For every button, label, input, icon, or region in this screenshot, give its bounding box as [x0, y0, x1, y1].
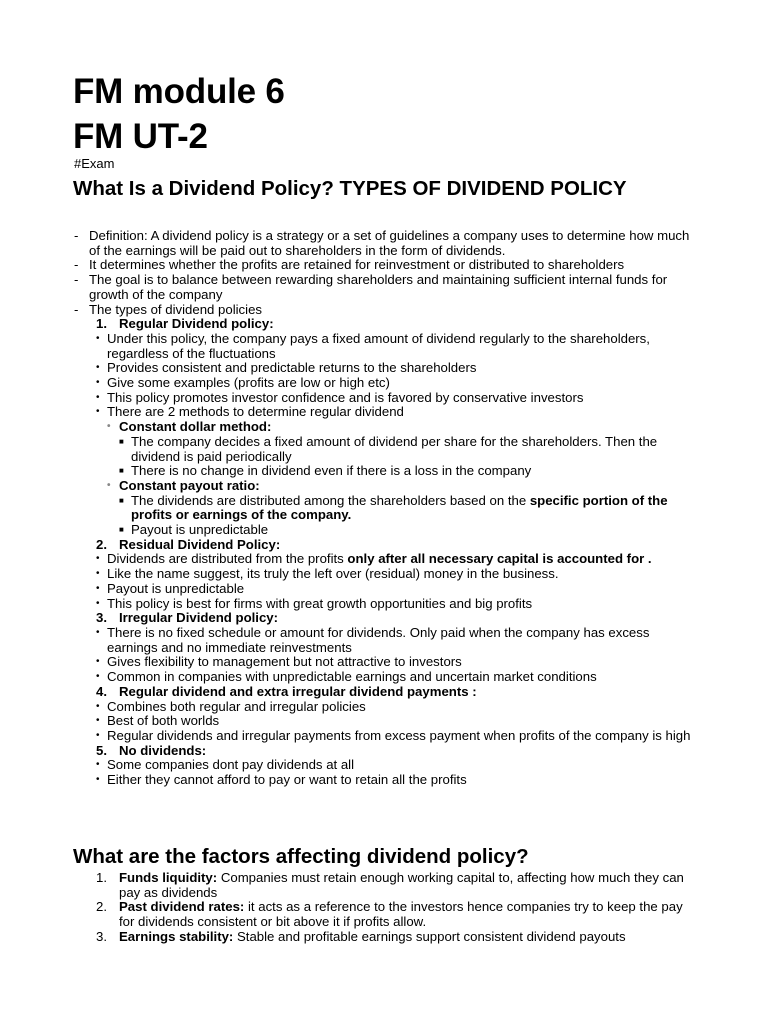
list-item: • There are 2 methods to determine regular dividend [96, 404, 404, 420]
list-item: • Combines both regular and irregular policies [96, 698, 366, 714]
title-ut: FM UT-2 [73, 117, 208, 156]
type-heading: 4. Regular dividend and extra irregular dividend payments : [96, 683, 477, 699]
heading-factors: What are the factors affecting dividend policy? [73, 845, 529, 868]
exam-tag: #Exam [74, 156, 115, 171]
intro-item: - The types of dividend policies [74, 301, 263, 317]
method-heading: • Constant dollar method: [107, 419, 272, 435]
list-item: • Under this policy, the company pays a fixed amount of dividend regularly to the shareholders, regardless of the fluctuations [96, 330, 650, 361]
list-item: • Some companies dont pay dividends at all [96, 757, 355, 773]
intro-item: - Definition: A dividend policy is a strategy or a set of guidelines a company uses to determine how much of the earnings will be paid out to shareholders in the form of dividends. [74, 228, 690, 258]
heading-dividend-policy: What Is a Dividend Policy? TYPES OF DIVIDEND POLICY [73, 177, 627, 200]
list-item: ■ The dividends are distributed among the shareholders based on the specific portion of the profits or earnings of the company. [119, 492, 668, 523]
list-item: • Like the name suggest, its truly the left over (residual) money in the business. [96, 566, 559, 582]
list-item: • Dividends are distributed from the profits only after all necessary capital is accounted for . [96, 551, 652, 567]
list-item: ■ There is no change in dividend even if there is a loss in the company [119, 463, 532, 479]
intro-item: - It determines whether the profits are retained for reinvestment or distributed to shareholders [74, 257, 625, 273]
list-item: • This policy promotes investor confidence and is favored by conservative investors [96, 389, 584, 405]
method-heading: • Constant payout ratio: [107, 477, 260, 493]
list-item: • Payout is unpredictable [96, 580, 245, 596]
list-item: • Provides consistent and predictable returns to the shareholders [96, 360, 477, 376]
body-content [0, 229, 768, 788]
factor-item: 1. Funds liquidity: Companies must retain enough working capital to, affecting how much they can pay as dividends [96, 870, 684, 900]
intro-item: - The goal is to balance between rewarding shareholders and maintaining sufficient internal funds for growth of the company [74, 272, 668, 302]
factor-item: 2. Past dividend rates: it acts as a reference to the investors hence companies try to keep the pay for dividends consistent or bit above it if profits allow. [96, 899, 683, 930]
list-item: • Either they cannot afford to pay or want to retain all the profits [96, 772, 467, 788]
title-module: FM module 6 [73, 72, 285, 111]
list-item: • Regular dividends and irregular payments from excess payment when profits of the company is high [96, 727, 691, 743]
list-item: ■ Payout is unpredictable [119, 522, 269, 538]
list-item: • Best of both worlds [96, 713, 220, 729]
list-item: ■ The company decides a fixed amount of dividend per share for the shareholders. Then the dividend is paid periodically [119, 433, 658, 464]
list-item: • Gives flexibility to management but not attractive to investors [96, 654, 462, 670]
list-item: • Common in companies with unpredictable earnings and uncertain market conditions [96, 669, 597, 685]
list-item: • Give some examples (profits are low or high etc) [96, 375, 390, 391]
type-heading: 3. Irregular Dividend policy: [96, 610, 279, 626]
type-heading: 5. No dividends: [96, 742, 207, 758]
list-item: • There is no fixed schedule or amount for dividends. Only paid when the company has excess earnings and no immediate reinvestments [96, 624, 650, 655]
factor-item: 3. Earnings stability: Stable and profitable earnings support consistent dividend payouts [96, 928, 626, 944]
type-heading: 2. Residual Dividend Policy: [96, 536, 281, 552]
list-item: • This policy is best for firms with great growth opportunities and big profits [96, 595, 533, 611]
type-heading: 1. Regular Dividend policy: [96, 316, 274, 332]
factors-list [0, 871, 768, 945]
